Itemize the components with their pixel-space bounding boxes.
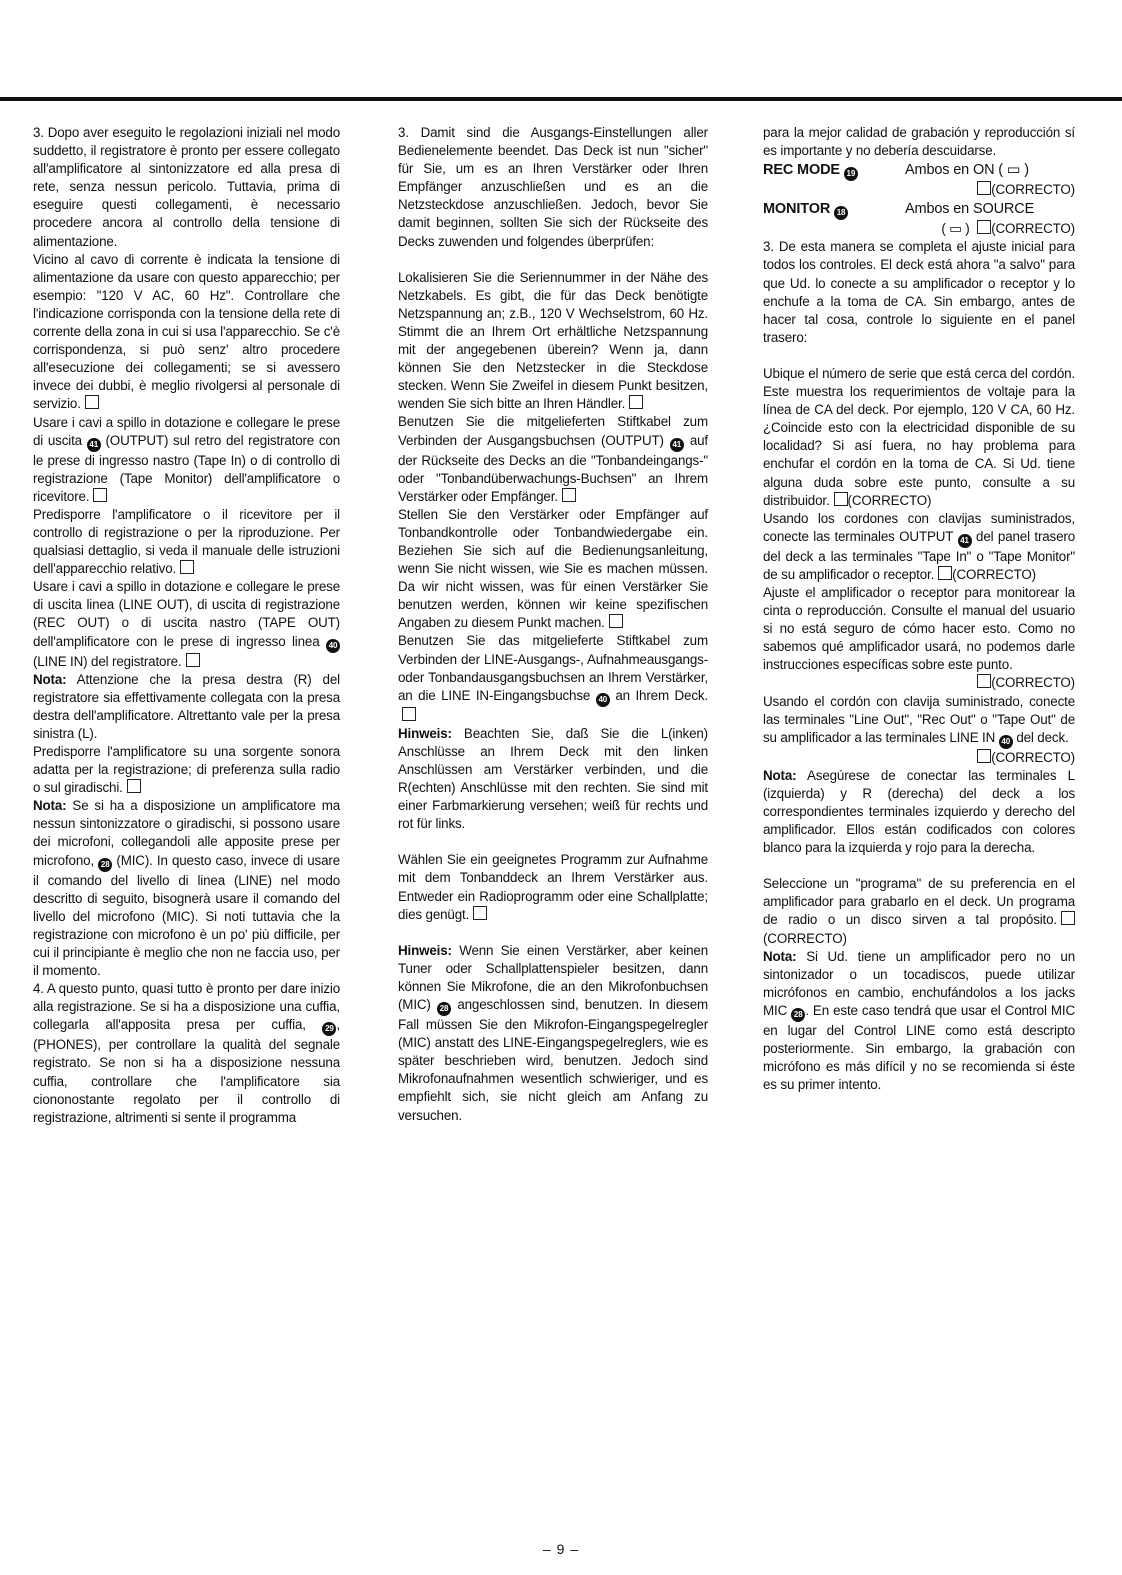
paragraph: Vicino al cavo di corrente è indicata la tensione di alimentazione da usare con questo apparecchio; per esempio: "120 V AC, 60 Hz". Controllare che l'indicazione corrisponda con la tensione della rete di corrente della zona in cui si usa l'apparecchio. Se c'è corrispondenza, si può senz' altro procedere all'esecuzione dei collegamenti; se si avessero invece dei dubbi, è meglio rivolgersi al personale di servizio. xyxy=(33,251,340,412)
checkbox[interactable] xyxy=(977,674,991,688)
note: Hinweis: Wenn Sie einen Verstärker, aber keinen Tuner oder Schallplattenspieler besitzen, dann können Sie Mikrofone, die an den Mikrofonbuchsen (MIC) 28 angeschlossen sind, benutzen. In diesem Fall müssen Sie den Mikrofon-Eingangspegelregler (MIC) anstatt des LINE-Eingangspegelreglers, wie es später beschrieben wird, benutzen. Jedoch sind Mikrofonaufnahmen wesentlich schwieriger, und es empfiehlt sich, sie nicht gleich am Anfang zu versuchen. xyxy=(398,942,708,1123)
checkbox[interactable] xyxy=(977,181,991,195)
checkbox[interactable] xyxy=(186,653,200,667)
paragraph: Benutzen Sie das mitgelieferte Stiftkabel zum Verbinden der LINE-Ausgangs-, Aufnahmeausgangs- oder Tonbandausgangsbuchsen an Ihrem Verstärker, an die LINE IN-Eingangsbuchse 40 an Ihrem Deck. xyxy=(398,632,708,724)
spacer xyxy=(398,924,708,942)
paragraph: Predisporre l'amplificatore su una sorgente sonora adatta per la registrazione; di preferenza sulla radio o sul giradischi. xyxy=(33,744,340,796)
paragraph: Usando el cordón con clavija suministrado, conecte las terminales "Line Out", "Rec Out" o "Tape Out" de su amplificador a las terminales LINE IN 40 del deck. xyxy=(763,693,1075,749)
checkbox[interactable] xyxy=(629,395,643,409)
paragraph: Benutzen Sie die mitgelieferten Stiftkabel zum Verbinden der Ausgangsbuchsen (OUTPUT) 41 auf der Rückseite des Decks an die "Tonbandeingangs-" oder "Tonbandüberwachungs-Buchsen" an Ihrem Verstärker oder Empfänger. xyxy=(398,414,708,504)
top-rule xyxy=(0,97,1122,101)
correct-check: (CORRECTO) xyxy=(763,674,1075,692)
checkbox[interactable] xyxy=(609,614,623,628)
spacer xyxy=(398,251,708,269)
paragraph: Predisporre l'amplificatore o il ricevitore per il controllo di registrazione o per la riproduzione. Per qualsiasi dettaglio, si veda il manuale delle istruzioni dell'apparecchio relativo. xyxy=(33,506,340,577)
note: Hinweis: Beachten Sie, daß Sie die L(inken) Anschlüsse an Ihrem Deck mit den linken Anschlüssen am Verstärker verbinden, und die R(echten) Anschlüsse mit den rechten. Sie sind mit einer Farbmarkierung versehen; weiß für rechts und rot für links. xyxy=(398,725,708,832)
checkbox[interactable] xyxy=(977,749,991,763)
note: Nota: Se si ha a disposizione un amplificatore ma nessun sintonizzatore o giradischi, si possono usare dei microfoni, collegandoli alle apposite prese per microfono, 28 (MIC). In questo caso, invece di usare il comando del livello di linea (LINE) nel modo descritto di seguito, bisognerà usare il comando del livello del microfono (MIC). Si noti tuttavia che la registrazione con microfono è un po' più difficile, per cui il principiante è meglio che non ne faccia uso, per il momento. xyxy=(33,798,340,979)
callout-number: 18 xyxy=(834,206,848,220)
paragraph: 3. Damit sind die Ausgangs-Einstellungen aller Bedienelemente beendet. Das Deck ist nun "sicher" für Sie, um es an Ihren Verstärker oder Ihren Empfänger anzuschließen und es an die Netzsteckdose anzuschließen. Jedoch, bevor Sie damit beginnen, sollten Sie sich der Rückseite des Decks zuwenden und folgendes überprüfen: xyxy=(398,125,708,249)
checkbox[interactable] xyxy=(562,488,576,502)
paragraph: para la mejor calidad de grabación y reproducción sí es importante y no debería descuidarse. xyxy=(763,125,1075,159)
callout-number: 41 xyxy=(958,534,972,548)
column-italian xyxy=(33,124,340,1127)
paragraph: Ajuste el amplificador o receptor para monitorear la cinta o reproducción. Consulte el manual del usuario si no está seguro de cómo hacer esto. Como no sabemos qué amplificador usará, no podemos darle instrucciones específicas sobre este punto. xyxy=(763,584,1075,673)
paragraph: Usare i cavi a spillo in dotazione e collegare le prese di uscita 41 (OUTPUT) sul retro del registratore con le prese di ingresso nastro (Tape In) o di controllo di registrazione (Tape Monitor) dell'amplificatore o ricevitore. xyxy=(33,414,340,504)
callout-number: 40 xyxy=(326,639,340,653)
checkbox[interactable] xyxy=(977,220,991,234)
spacer xyxy=(763,857,1075,875)
correct-check: (CORRECTO) xyxy=(763,181,1075,199)
checkbox[interactable] xyxy=(85,395,99,409)
correct-check: (CORRECTO) xyxy=(763,749,1075,767)
callout-number: 28 xyxy=(437,1002,451,1016)
paragraph: Wählen Sie ein geeignetes Programm zur Aufnahme mit dem Tonbanddeck an Ihrem Verstärker aus. Entweder ein Radioprogramm oder eine Schallplatte; dies genügt. xyxy=(398,852,708,922)
checkbox[interactable] xyxy=(834,492,848,506)
paragraph: Stellen Sie den Verstärker oder Empfänger auf Tonbandkontrolle oder Tonbandwiedergabe ein. Beziehen Sie sich auf die Bedienungsanleitung, wenn Sie nicht wissen, wie Sie es machen müssen. Da wir nicht wissen, was für einen Verstärker Sie benutzen werden, können wir keine spezifischen Angaben zu diesem Punkt machen. xyxy=(398,506,708,631)
spacer xyxy=(763,347,1075,365)
monitor-row: MONITOR 18 Ambos en SOURCE xyxy=(763,199,1075,220)
column-spanish xyxy=(763,124,1075,1094)
paragraph: Seleccione un "programa" de su preferencia en el amplificador para grabarlo en el deck. Un programa de radio o un disco sirven a tal propósito.(CORRECTO) xyxy=(763,876,1075,946)
callout-number: 40 xyxy=(596,693,610,707)
checkbox[interactable] xyxy=(1061,911,1075,925)
callout-number: 28 xyxy=(98,858,112,872)
checkbox[interactable] xyxy=(473,906,487,920)
note: Nota: Attenzione che la presa destra (R) del registratore sia effettivamente collegata con la presa destra dell'amplificatore. Altrettanto vale per la presa sinistra (L). xyxy=(33,671,340,741)
paragraph: 3. Dopo aver eseguito le regolazioni iniziali nel modo suddetto, il registratore è pronto per essere collegato all'amplificatore al sintonizzatore ed alla presa di rete, senza nessun pericolo. Tuttavia, prima di eseguire questi collegamenti, è necessario procedere ancora al controllo della tensione di alimentazione. xyxy=(33,125,340,249)
column-german xyxy=(398,124,708,1125)
checkbox[interactable] xyxy=(127,779,141,793)
paragraph: Usando los cordones con clavijas suministrados, conecte las terminales OUTPUT 41 del panel trasero del deck a las terminales "Tape In" o "Tape Monitor" de su amplificador o receptor. (CORRECTO) xyxy=(763,510,1075,582)
note: Nota: Si Ud. tiene un amplificador pero no un sintonizador o un tocadiscos, puede utilizar micrófonos en cambio, enchufándolos a los jacks MIC 28 . En este caso tendrá que usar el Control MIC en lugar del Control LINE como está descripto posteriormente. Sin embargo, la grabación con micrófono es más difícil y no se recomienda si éste es su primer intento. xyxy=(763,948,1076,1093)
checkbox[interactable] xyxy=(402,707,416,721)
callout-number: 40 xyxy=(999,735,1013,749)
page-number: – 9 – xyxy=(542,1541,580,1557)
paragraph: Usare i cavi a spillo in dotazione e collegare le prese di uscita linea (LINE OUT), di uscita di registrazione (REC OUT) o di uscita nastro (TAPE OUT) dell'amplificatore con le prese di ingresso linea 40 (LINE IN) del registratore. xyxy=(33,579,340,669)
callout-number: 19 xyxy=(844,167,858,181)
paragraph: Ubique el número de serie que está cerca del cordón. Este muestra los requerimientos de voltaje para la línea de CA del deck. Por ejemplo, 120 V CA, 60 Hz. ¿Coincide esto con la electricidad disponible de su localidad? Si así fuera, no hay problema para enchufar el cordón en la toma de CA. Si Ud. tiene alguna duda sobre este punto, consulte a su distribuidor. (CORRECTO) xyxy=(763,365,1075,508)
checkbox[interactable] xyxy=(180,560,194,574)
rec-mode-row: REC MODE 19 Ambos en ON ( ▭ ) xyxy=(763,160,1075,181)
note: Nota: Asegúrese de conectar las terminales L (izquierda) y R (derecha) del deck a los correspondientes terminales izquierdo y derecho del amplificador. Ellos están codificados con colores blanco para la izquierda y rojo para la derecha. xyxy=(763,767,1075,856)
paragraph: 3. De esta manera se completa el ajuste inicial para todos los controles. El deck está ahora "a salvo" para que Ud. lo conecte a su amplificador o receptor y lo enchufe a la toma de CA. Sin embargo, antes de hacer tal cosa, controle lo siguiente en el panel trasero: xyxy=(763,239,1075,345)
spacer xyxy=(398,833,708,851)
paragraph: 4. A questo punto, quasi tutto è pronto per dare inizio alla registrazione. Se si ha a disposizione una cuffia, collegarla all'apposita presa per cuffia, 29 , (PHONES), per controllare la qualità del segnale registrato. Se non si ha a disposizione nessuna cuffia, controllare che l'amplificatore sia ciononostante regolato per il controllo di registrazione, altrimenti si sente il programma xyxy=(33,981,340,1125)
checkbox[interactable] xyxy=(938,566,952,580)
paragraph: Lokalisieren Sie die Seriennummer in der Nähe des Netzkabels. Es gibt, die für das Deck benötigte Netzspannung an; z.B., 120 V Wechselstrom, 60 Hz. Stimmt die an Ihrem Ort erhältliche Netzspannung mit der angegebenen überein? Wenn ja, dann können Sie den Netzstecker in die Steckdose stecken. Wenn Sie Zweifel in diesem Punkt besitzen, wenden Sie sich bitte an Ihren Händler. xyxy=(398,269,708,412)
callout-number: 28 xyxy=(791,1008,805,1022)
checkbox[interactable] xyxy=(93,488,107,502)
callout-number: 41 xyxy=(87,438,101,452)
callout-number: 29 xyxy=(322,1022,336,1036)
callout-number: 41 xyxy=(670,438,684,452)
correct-check: ( ▭ ) (CORRECTO) xyxy=(941,221,1075,237)
